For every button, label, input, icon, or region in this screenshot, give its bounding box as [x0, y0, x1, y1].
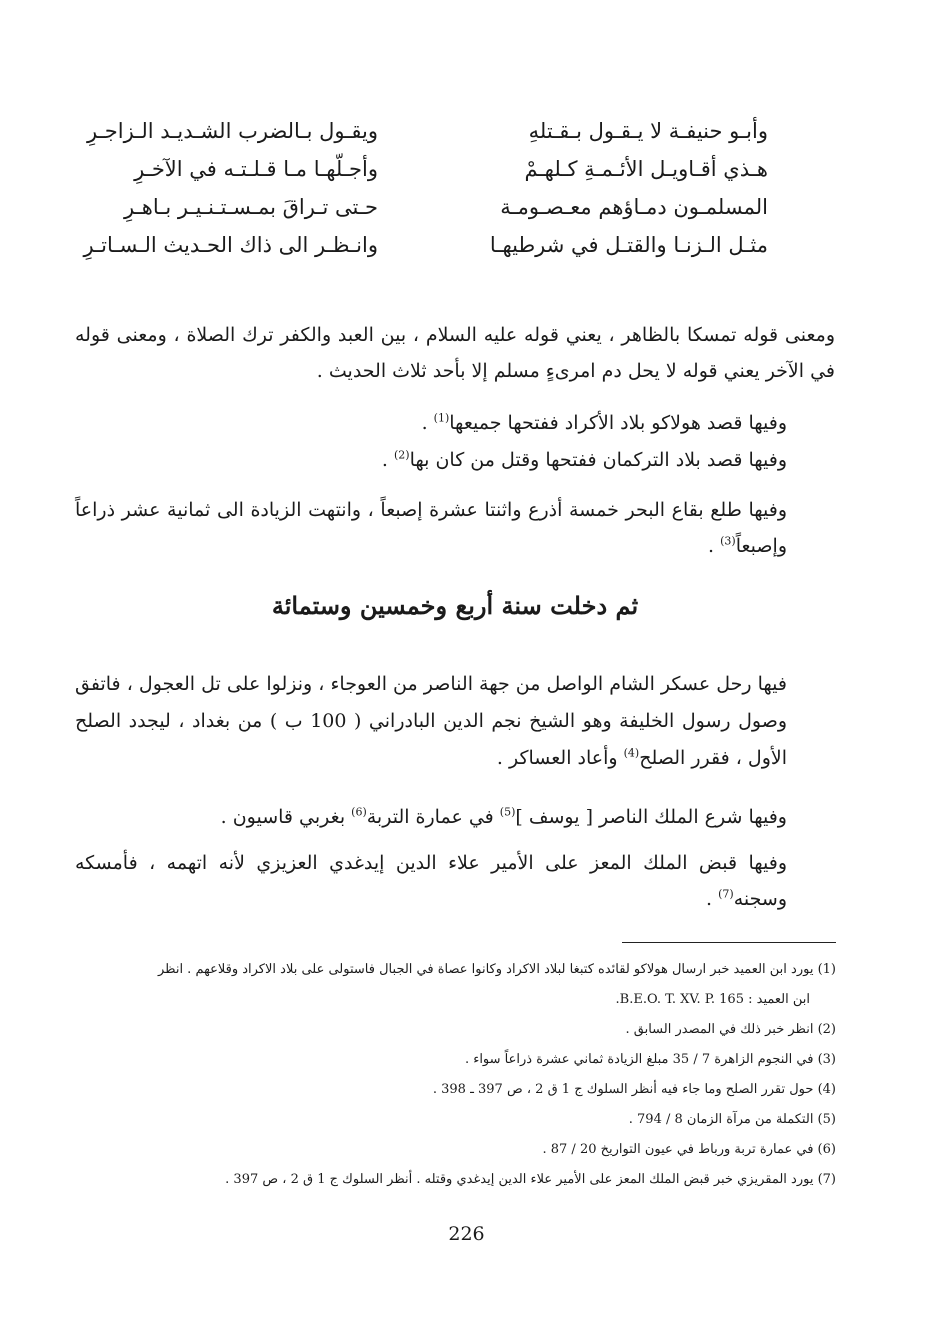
paragraph-text: وفيها قصد بلاد التركمان ففتحها وقتل من كان بها [409, 449, 787, 471]
paragraph-arrest [75, 845, 835, 917]
verse-first-hemistich: هـذي أقـاويـل الأئـمـةِ كـلهـمْ [524, 157, 768, 181]
paragraph-end: . [708, 535, 721, 557]
poem-verse [78, 150, 768, 188]
verse-first-hemistich: وأبـو حنيفـة لا يـقـول بـقـتلهِ [528, 119, 768, 143]
footnote-ref[interactable]: (2) [393, 448, 410, 462]
footnote-ref[interactable]: (1) [433, 411, 450, 425]
paragraph-syrian-army [75, 666, 835, 777]
paragraph-text: ومعنى قوله تمسكا بالظاهر ، يعني قوله عليه السلام ، بين العبد والكفر ترك الصلاة ، ومعنى قوله في الآخر يعني قوله لا يحل دم امرىءٍ مسلم إلا بأحد ثلاث الحديث . [75, 324, 835, 382]
footnote-7: (7) يورد المقريزي خبر قبض الملك المعز على الأمير علاء الدين إيدغدي وقتله . أنظر السلوك ج 1 ق 2 ، ص 397 . [225, 1172, 836, 1187]
footnote-2: (2) انظر خبر ذلك في المصدر السابق . [625, 1022, 836, 1037]
paragraph-text: وفيها طلع بقاع البحر خمسة أذرع واثنتا عشرة إصبعاً ، وانتهت الزيادة الى ثمانية عشر ذراعاً وإصبعاً [75, 499, 787, 557]
poem-verse [78, 112, 768, 150]
paragraph-hulagu-kurds [75, 405, 835, 441]
verse-first-hemistich: مثـل الـزنـا والقتـل في شرطيهـا [489, 233, 768, 257]
footnote-ref[interactable]: (6) [351, 805, 367, 819]
footnote-3: (3) في النجوم الزاهرة 7 / 35 مبلغ الزيادة ثماني عشرة ذراعاً سواء . [464, 1052, 836, 1067]
paragraph-text: وفيها قبض الملك المعز على الأمير علاء الدين إيدغدي العزيزي لأنه اتهمه ، فأمسكه وسجنه [75, 852, 787, 910]
section-heading: ثم دخلت سنة أربع وخمسين وستمائة [271, 591, 639, 620]
footnotes [80, 955, 836, 1195]
footnote-1: (1) يورد ابن العميد خبر ارسال هولاكو لقائده كتبغا لبلاد الاكراد وكانوا عصاة في الجبال فاستولى على بلاد الاكراد وقلاعهم . انظر [157, 962, 836, 977]
verse-second-hemistich: حـتى تـراقَ بمـسـتـنـيـر بـاهـرِ [124, 195, 378, 219]
paragraph-end: . [381, 449, 394, 471]
footnote-5: (5) التكملة من مرآة الزمان 8 / 794 . [628, 1112, 836, 1127]
verse-first-hemistich: المسلمـون دمـاؤهم معـصـومـة [500, 195, 768, 219]
verse-second-hemistich: ويقـول بـالضرب الشـديـد الـزاجـرِ [87, 119, 378, 143]
paragraph-text: فيها رحل عسكر الشام الواصل من جهة الناصر من العوجاء ، ونزلوا على تل العجول ، فاتفق وصول رسول الخليفة وهو الشيخ نجم الدين البادراني ( 100 ب ) من بغداد ، ليجدد الصلح الأول ، فقرر الصلح [75, 673, 787, 769]
footnote-divider [622, 942, 836, 943]
verse-second-hemistich: وأجـلّهـا مـا قـلـتـه في الآخـرِ [134, 157, 378, 181]
footnote-1-continuation: ابن العميد : B.E.O. T. XV. P. 165. [615, 992, 810, 1007]
paragraph-tomb-building [75, 799, 835, 835]
paragraph-end: بغربي قاسيون . [220, 806, 352, 828]
footnote-ref[interactable]: (5) [499, 805, 516, 819]
poem [78, 112, 768, 264]
footnote-4: (4) حول تقرر الصلح وما جاء فيه أنظر السلوك ج 1 ق 2 ، ص 397 ـ 398 . [432, 1082, 836, 1097]
footnote-6: (6) في عمارة تربة ورباط في عيون التواريخ 20 / 87 . [542, 1142, 836, 1157]
footnote-ref[interactable]: (7) [718, 887, 734, 901]
footnote-ref[interactable]: (3) [720, 534, 736, 548]
paragraph-nile-rise [75, 492, 835, 564]
paragraph-end: . [706, 888, 719, 910]
paragraph-text: في عمارة التربة [366, 806, 500, 828]
poem-verse [78, 226, 768, 264]
paragraph-turkmen [75, 442, 835, 478]
paragraph-text: وفيها شرع الملك الناصر [ يوسف ] [515, 806, 787, 828]
paragraph-end: وأعاد العساكر . [496, 747, 624, 769]
paragraph-text: وفيها قصد هولاكو بلاد الأكراد ففتحها جميعها [449, 412, 787, 434]
verse-second-hemistich: وانـظـر الى ذاك الحـديث الـسـاتـرِ [83, 233, 378, 257]
footnote-ref[interactable]: (4) [623, 746, 640, 760]
page-number: 226 [448, 1223, 485, 1245]
poem-verse [78, 188, 768, 226]
paragraph-end: . [421, 412, 434, 434]
paragraph-meaning [75, 317, 835, 389]
